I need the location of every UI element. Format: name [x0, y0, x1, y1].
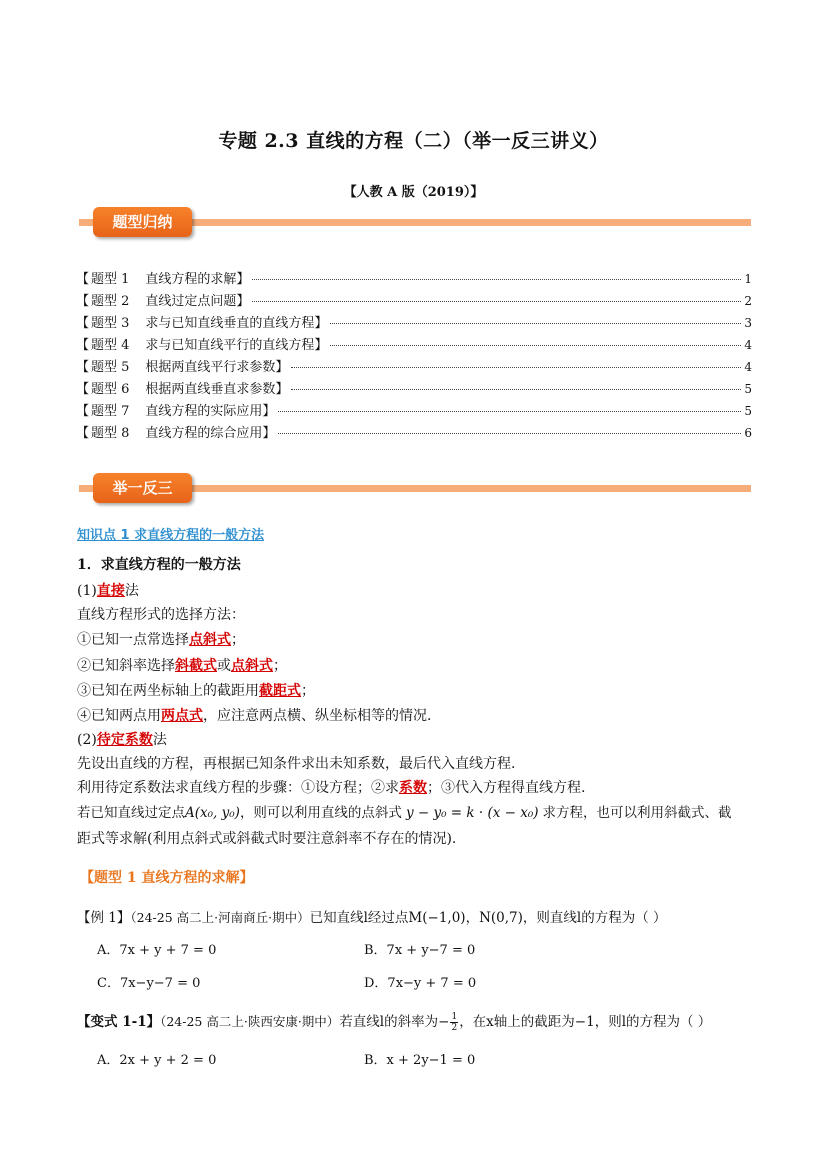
example-tag: 【例 1】 [77, 910, 131, 926]
toc-type-name: 根据两直线垂直求参数 [145, 382, 276, 397]
leader-dots [330, 345, 741, 346]
toc-type-number: 题型 1 [91, 272, 130, 287]
bracket-close: 】 [236, 272, 250, 287]
variant-stem: 若直线l的斜率为− [339, 1014, 450, 1030]
keyword: 点斜式 [231, 658, 273, 674]
toc-type-number: 题型 5 [91, 360, 130, 375]
method-direct [77, 580, 139, 600]
text: ②已知斜率选择 [77, 658, 175, 674]
variant-tag: 【变式 1-1】 [77, 1014, 161, 1030]
keyword: 系数 [399, 780, 427, 796]
text: ③已知在两坐标轴上的截距用 [77, 683, 259, 699]
bracket-open: 【 [76, 382, 90, 397]
fraction [450, 1012, 458, 1033]
paragraph-1: 先设出直线的方程，再根据已知条件求出未知系数，最后代入直线方程. [77, 756, 516, 772]
bracket-close: 】 [275, 382, 289, 397]
toc-row[interactable] [76, 356, 752, 378]
leader-dots [278, 433, 741, 434]
variant-source: （24-25 高二上·陕西安康·期中） [160, 1014, 340, 1029]
toc-type-name: 直线方程的实际应用 [145, 404, 263, 419]
text: ，则可以利用直线的点斜式 [239, 805, 402, 821]
leader-dots [330, 323, 741, 324]
text: ①已知一点常选择 [77, 632, 189, 648]
bracket-close: 】 [262, 404, 276, 419]
text: ； [301, 683, 315, 699]
text: 若已知直线过定点 [77, 805, 185, 821]
toc-page-number: 4 [744, 360, 752, 374]
bracket-close: 】 [236, 294, 250, 309]
formula: y − y₀ = k · (x − x₀) [405, 805, 539, 821]
option-b: B．x + 2y−1 = 0 [364, 1053, 476, 1068]
bracket-open: 【 [76, 272, 90, 287]
bracket-open: 【 [76, 338, 90, 353]
edition-label: 【人教 A 版（2019）】 [343, 185, 484, 200]
toc-row[interactable] [76, 268, 752, 290]
text: ； [273, 658, 287, 674]
section-banner-examples [79, 471, 751, 505]
example-source: （24-25 高二上·河南商丘·期中） [130, 910, 310, 925]
toc-type-number: 题型 7 [91, 404, 130, 419]
keyword: 点斜式 [189, 632, 231, 648]
banner-label: 题型归纳 [93, 207, 192, 237]
formula: A(x₀, y₀) [185, 805, 240, 821]
toc-page-number: 1 [744, 272, 752, 286]
leader-dots [291, 367, 741, 368]
toc-page-number: 5 [744, 404, 752, 418]
bracket-close: 】 [275, 360, 289, 375]
toc-page-number: 5 [744, 382, 752, 396]
toc-row[interactable] [76, 422, 752, 444]
text: 或 [217, 658, 231, 674]
toc-type-number: 题型 8 [91, 426, 130, 441]
text: ，应注意两点横、纵坐标相等的情况. [203, 708, 432, 724]
example-1 [77, 906, 667, 926]
method-undetermined [77, 729, 167, 749]
banner-label: 举一反三 [93, 473, 192, 503]
toc-type-name: 直线方程的综合应用 [145, 426, 263, 441]
bracket-open: 【 [76, 404, 90, 419]
table-of-contents [76, 268, 752, 444]
method-number: (2) [77, 732, 97, 748]
bracket-open: 【 [76, 294, 90, 309]
variant-1-1 [77, 1010, 711, 1033]
toc-row[interactable] [76, 378, 752, 400]
leader-dots [252, 301, 741, 302]
bracket-close: 】 [262, 426, 276, 441]
toc-page-number: 3 [744, 316, 752, 330]
text: 利用待定系数法求直线方程的步骤：①设方程；②求 [77, 780, 399, 796]
toc-type-number: 题型 4 [91, 338, 130, 353]
toc-type-name: 直线过定点问题 [145, 294, 237, 309]
keyword: 直接 [96, 583, 125, 599]
knowledge-point-heading: 知识点 1 求直线方程的一般方法 [77, 528, 265, 543]
text: ④已知两点用 [77, 708, 161, 724]
paragraph-2 [77, 777, 585, 797]
section-banner-types [79, 205, 751, 239]
text: 求方程，也可以利用斜截式、截 [542, 805, 732, 821]
section-heading: 1．求直线方程的一般方法 [77, 557, 241, 573]
leader-dots [278, 411, 741, 412]
option-b: B．7x + y−7 = 0 [364, 943, 476, 958]
type-1-heading: 【题型 1 直线方程的求解】 [80, 870, 254, 886]
option-c: C．7x−y−7 = 0 [97, 976, 201, 991]
bracket-open: 【 [76, 426, 90, 441]
toc-page-number: 6 [744, 426, 752, 440]
numerator: 1 [451, 1012, 458, 1022]
document-title: 专题 2.3 直线的方程（二）（举一反三讲义） [218, 130, 609, 152]
toc-type-name: 直线方程的求解 [145, 272, 237, 287]
choice-4 [77, 705, 431, 725]
option-a: A．2x + y + 2 = 0 [97, 1053, 217, 1068]
paragraph-3 [77, 801, 732, 821]
text: ； [231, 632, 245, 648]
keyword: 截距式 [259, 683, 301, 699]
example-stem: 已知直线l经过点M(−1,0)，N(0,7)，则直线l的方程为（ ） [309, 910, 667, 926]
toc-row[interactable] [76, 400, 752, 422]
toc-row[interactable] [76, 290, 752, 312]
bracket-close: 】 [314, 316, 328, 331]
denominator: 2 [451, 1023, 458, 1033]
toc-page-number: 4 [744, 338, 752, 352]
toc-type-name: 求与已知直线垂直的直线方程 [145, 316, 315, 331]
bracket-open: 【 [76, 316, 90, 331]
method-suffix: 法 [152, 732, 167, 748]
option-d: D．7x−y + 7 = 0 [364, 976, 477, 991]
option-a: A．7x + y + 7 = 0 [97, 943, 217, 958]
toc-row[interactable] [76, 312, 752, 334]
keyword: 待定系数 [96, 732, 153, 748]
toc-type-name: 求与已知直线平行的直线方程 [145, 338, 315, 353]
toc-row[interactable] [76, 334, 752, 356]
leader-dots [252, 279, 741, 280]
choice-1 [77, 629, 245, 649]
choice-2 [77, 655, 287, 675]
toc-type-number: 题型 2 [91, 294, 130, 309]
toc-type-number: 题型 3 [91, 316, 130, 331]
method-intro: 直线方程形式的选择方法： [77, 607, 245, 623]
toc-type-name: 根据两直线平行求参数 [145, 360, 276, 375]
paragraph-4: 距式等求解(利用点斜式或斜截式时要注意斜率不存在的情况). [77, 831, 457, 847]
choice-3 [77, 680, 315, 700]
variant-stem: ，在x轴上的截距为−1，则l的方程为（ ） [459, 1014, 712, 1030]
method-number: (1) [77, 583, 97, 599]
method-suffix: 法 [124, 583, 139, 599]
toc-type-number: 题型 6 [91, 382, 130, 397]
keyword: 斜截式 [175, 658, 217, 674]
toc-page-number: 2 [744, 294, 752, 308]
leader-dots [291, 389, 741, 390]
bracket-close: 】 [314, 338, 328, 353]
bracket-open: 【 [76, 360, 90, 375]
text: ；③代入方程得直线方程. [427, 780, 586, 796]
keyword: 两点式 [161, 708, 203, 724]
